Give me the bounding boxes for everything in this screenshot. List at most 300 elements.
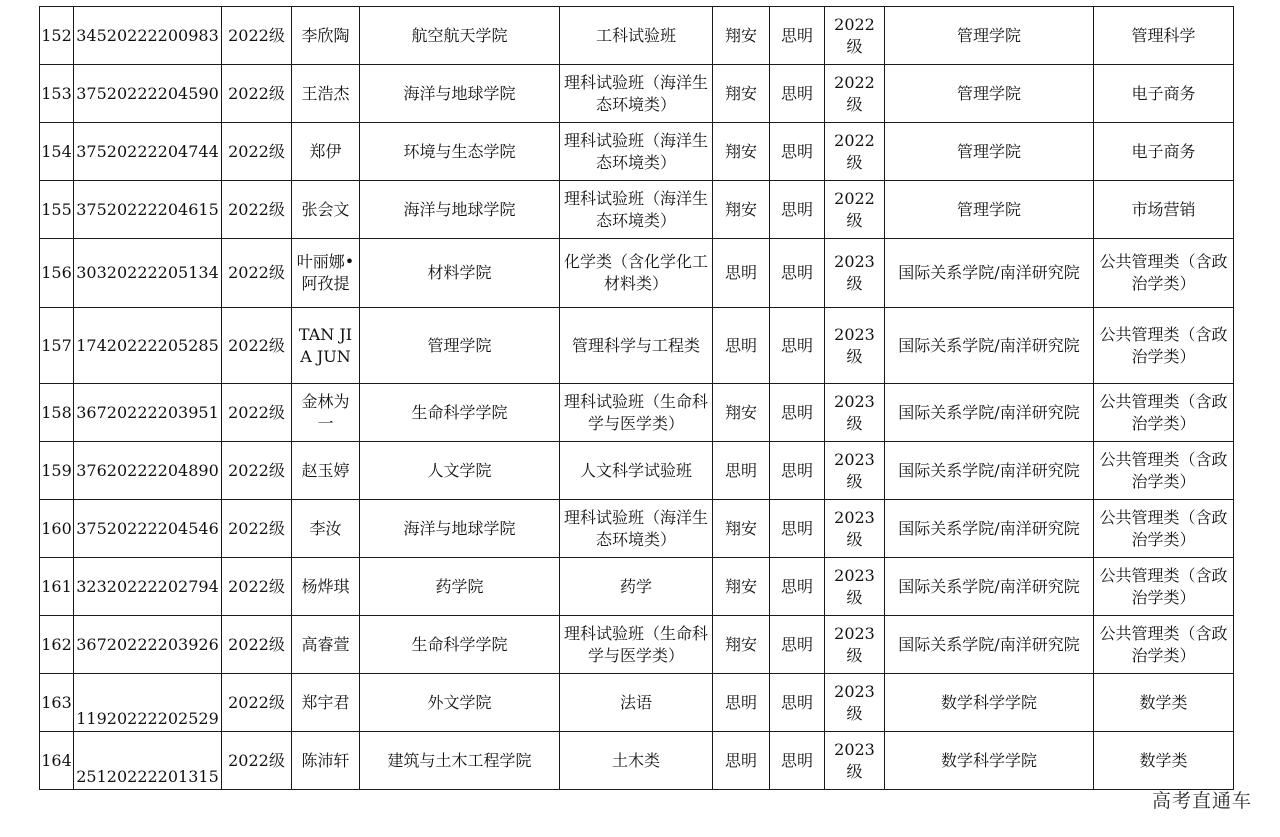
new-grade-cell xyxy=(825,7,885,65)
college-text: 生命科学学院 xyxy=(411,402,508,422)
new-college-cell xyxy=(885,123,1094,181)
row-number-cell xyxy=(40,239,74,308)
new-college-cell xyxy=(885,181,1094,239)
new-major-text: 公共管理类（含政治学类） xyxy=(1099,565,1228,607)
campus-from-text: 思明 xyxy=(724,335,757,355)
college-cell xyxy=(360,239,560,308)
campus-from-cell xyxy=(713,732,770,790)
row-number-cell xyxy=(40,308,74,384)
student-id-cell xyxy=(74,674,222,732)
new-college-cell xyxy=(885,616,1094,674)
row-number-text: 157 xyxy=(41,335,72,355)
campus-from-text: 思明 xyxy=(724,692,757,712)
new-college-cell xyxy=(885,384,1094,442)
campus-to-cell xyxy=(770,7,825,65)
table-body xyxy=(40,7,1234,790)
new-college-text: 管理学院 xyxy=(956,199,1021,219)
student-id-cell xyxy=(74,616,222,674)
major-cell xyxy=(560,384,713,442)
campus-from-text: 翔安 xyxy=(724,141,757,161)
new-grade-cell xyxy=(825,500,885,558)
new-major-cell xyxy=(1094,732,1234,790)
student-id-text: 32320222202794 xyxy=(76,576,219,596)
college-text: 海洋与地球学院 xyxy=(403,518,516,538)
grade-text: 2022级 xyxy=(228,263,285,282)
student-name-text: 杨烨琪 xyxy=(301,576,350,596)
new-major-cell xyxy=(1094,181,1234,239)
student-name-cell xyxy=(292,65,360,123)
campus-to-cell xyxy=(770,123,825,181)
campus-from-cell xyxy=(713,308,770,384)
student-name-text: 高睿萱 xyxy=(301,634,350,654)
campus-from-cell xyxy=(713,442,770,500)
new-grade-cell xyxy=(825,442,885,500)
new-college-text: 国际关系学院/南洋研究院 xyxy=(898,402,1080,422)
campus-to-text: 思明 xyxy=(780,576,813,596)
student-name-text: 郑伊 xyxy=(309,141,342,161)
grade-cell xyxy=(222,239,292,308)
student-id-cell xyxy=(74,65,222,123)
grade-cell xyxy=(222,442,292,500)
campus-from-text: 翔安 xyxy=(724,199,757,219)
major-text: 理科试验班（生命科学与医学类） xyxy=(563,623,708,665)
new-college-text: 管理学院 xyxy=(956,141,1021,161)
campus-from-cell xyxy=(713,500,770,558)
campus-from-text: 思明 xyxy=(724,750,757,770)
college-cell xyxy=(360,442,560,500)
row-number-text: 160 xyxy=(41,518,72,538)
student-id-cell xyxy=(74,442,222,500)
campus-to-text: 思明 xyxy=(780,750,813,770)
student-name-cell xyxy=(292,674,360,732)
new-college-cell xyxy=(885,500,1094,558)
student-id-text: 37520222204590 xyxy=(76,83,219,103)
new-major-text: 管理科学 xyxy=(1131,25,1196,45)
student-id-text: 37520222204615 xyxy=(76,199,219,219)
student-name-cell xyxy=(292,500,360,558)
college-text: 人文学院 xyxy=(427,460,492,480)
row-number-text: 159 xyxy=(41,460,72,480)
major-cell xyxy=(560,674,713,732)
college-text: 管理学院 xyxy=(427,335,492,355)
row-number-text: 155 xyxy=(41,199,72,219)
new-grade-text: 2023级 xyxy=(834,681,875,723)
grade-text: 2022级 xyxy=(228,460,285,480)
new-grade-text: 2022级 xyxy=(834,14,875,56)
major-text: 理科试验班（生命科学与医学类） xyxy=(563,391,708,433)
campus-from-cell xyxy=(713,384,770,442)
grade-text: 2022级 xyxy=(228,518,285,538)
college-text: 航空航天学院 xyxy=(411,25,508,45)
student-name-cell xyxy=(292,181,360,239)
campus-to-cell xyxy=(770,384,825,442)
student-name-cell xyxy=(292,616,360,674)
new-grade-cell xyxy=(825,181,885,239)
new-grade-text: 2023级 xyxy=(834,252,875,293)
student-id-cell xyxy=(74,384,222,442)
college-cell xyxy=(360,674,560,732)
new-major-cell xyxy=(1094,239,1234,308)
college-text: 生命科学学院 xyxy=(411,634,508,654)
new-grade-text: 2023级 xyxy=(834,324,875,366)
major-text: 工科试验班 xyxy=(595,25,676,45)
college-cell xyxy=(360,500,560,558)
student-id-cell xyxy=(74,123,222,181)
new-college-cell xyxy=(885,65,1094,123)
new-college-cell xyxy=(885,308,1094,384)
major-text: 土木类 xyxy=(611,750,660,770)
new-college-text: 数学科学学院 xyxy=(940,692,1037,712)
college-text: 建筑与土木工程学院 xyxy=(387,750,532,770)
new-major-text: 公共管理类（含政治学类） xyxy=(1099,391,1228,433)
major-cell xyxy=(560,442,713,500)
college-cell xyxy=(360,732,560,790)
grade-text: 2022级 xyxy=(228,25,285,45)
campus-from-text: 思明 xyxy=(724,263,757,282)
campus-to-cell xyxy=(770,181,825,239)
new-college-cell xyxy=(885,442,1094,500)
campus-from-text: 思明 xyxy=(724,460,757,480)
grade-cell xyxy=(222,732,292,790)
table-row xyxy=(40,558,1234,616)
campus-to-cell xyxy=(770,616,825,674)
new-grade-cell xyxy=(825,558,885,616)
major-cell xyxy=(560,732,713,790)
new-college-text: 国际关系学院/南洋研究院 xyxy=(898,460,1080,480)
new-grade-text: 2023级 xyxy=(834,449,875,491)
student-id-text: 36720222203951 xyxy=(76,402,219,422)
student-name-text: TAN JIA JUN xyxy=(298,324,353,366)
student-name-text: 郑宇君 xyxy=(301,692,350,712)
campus-from-cell xyxy=(713,181,770,239)
campus-to-text: 思明 xyxy=(780,263,813,282)
grade-cell xyxy=(222,7,292,65)
campus-from-cell xyxy=(713,239,770,308)
table-row xyxy=(40,239,1234,308)
grade-cell xyxy=(222,674,292,732)
new-college-cell xyxy=(885,674,1094,732)
new-grade-text: 2023级 xyxy=(834,739,875,781)
major-cell xyxy=(560,616,713,674)
student-transfer-table xyxy=(39,6,1234,790)
new-grade-cell xyxy=(825,674,885,732)
new-grade-text: 2023级 xyxy=(834,507,875,549)
student-id-cell xyxy=(74,732,222,790)
row-number-cell xyxy=(40,181,74,239)
row-number-cell xyxy=(40,7,74,65)
row-number-cell xyxy=(40,500,74,558)
college-text: 海洋与地球学院 xyxy=(403,83,516,103)
grade-text: 2022级 xyxy=(228,199,285,219)
college-cell xyxy=(360,123,560,181)
grade-text: 2022级 xyxy=(228,402,285,422)
new-college-text: 国际关系学院/南洋研究院 xyxy=(898,263,1080,282)
new-college-text: 管理学院 xyxy=(956,83,1021,103)
new-major-cell xyxy=(1094,500,1234,558)
campus-to-cell xyxy=(770,732,825,790)
major-cell xyxy=(560,123,713,181)
campus-to-text: 思明 xyxy=(780,199,813,219)
new-college-text: 国际关系学院/南洋研究院 xyxy=(898,576,1080,596)
student-id-text: 34520222200983 xyxy=(76,25,219,45)
campus-to-cell xyxy=(770,442,825,500)
student-id-cell xyxy=(74,558,222,616)
major-text: 理科试验班（海洋生态环境类） xyxy=(563,72,708,114)
watermark-text: 高考直通车 xyxy=(1151,790,1252,812)
student-name-text: 李汝 xyxy=(309,518,342,538)
grade-text: 2022级 xyxy=(228,141,285,161)
student-id-text: 30320222205134 xyxy=(76,263,219,282)
student-id-text: 11920222202529 xyxy=(76,709,219,728)
grade-text: 2022级 xyxy=(228,576,285,596)
student-name-cell xyxy=(292,7,360,65)
campus-to-cell xyxy=(770,558,825,616)
campus-from-text: 翔安 xyxy=(724,25,757,45)
college-text: 材料学院 xyxy=(427,263,492,282)
campus-from-text: 翔安 xyxy=(724,83,757,103)
row-number-text: 162 xyxy=(41,634,72,654)
new-college-cell xyxy=(885,7,1094,65)
student-id-cell xyxy=(74,239,222,308)
table-row xyxy=(40,442,1234,500)
college-cell xyxy=(360,558,560,616)
college-cell xyxy=(360,308,560,384)
new-college-text: 数学科学学院 xyxy=(940,750,1037,770)
campus-from-cell xyxy=(713,7,770,65)
campus-to-text: 思明 xyxy=(780,460,813,480)
major-cell xyxy=(560,308,713,384)
student-id-cell xyxy=(74,500,222,558)
new-major-text: 公共管理类（含政治学类） xyxy=(1099,623,1228,665)
grade-text: 2022级 xyxy=(228,750,285,770)
table-row xyxy=(40,123,1234,181)
student-id-text: 37520222204744 xyxy=(76,141,219,161)
row-number-cell xyxy=(40,442,74,500)
new-major-cell xyxy=(1094,616,1234,674)
new-major-cell xyxy=(1094,308,1234,384)
row-number-cell xyxy=(40,616,74,674)
grade-text: 2022级 xyxy=(228,83,285,103)
grade-text: 2022级 xyxy=(228,634,285,654)
new-grade-cell xyxy=(825,308,885,384)
new-major-text: 数学类 xyxy=(1139,750,1188,770)
student-id-text: 17420222205285 xyxy=(76,335,219,355)
college-cell xyxy=(360,181,560,239)
campus-to-text: 思明 xyxy=(780,25,813,45)
table-row xyxy=(40,384,1234,442)
student-name-cell xyxy=(292,384,360,442)
student-id-text: 37620222204890 xyxy=(76,460,219,480)
student-name-cell xyxy=(292,308,360,384)
college-cell xyxy=(360,7,560,65)
student-id-text: 37520222204546 xyxy=(76,518,219,538)
row-number-cell xyxy=(40,384,74,442)
grade-cell xyxy=(222,384,292,442)
row-number-cell xyxy=(40,65,74,123)
new-major-cell xyxy=(1094,65,1234,123)
new-major-text: 公共管理类（含政治学类） xyxy=(1099,324,1228,366)
campus-to-text: 思明 xyxy=(780,83,813,103)
table-row xyxy=(40,181,1234,239)
new-college-text: 国际关系学院/南洋研究院 xyxy=(898,518,1080,538)
new-grade-cell xyxy=(825,616,885,674)
new-grade-cell xyxy=(825,123,885,181)
college-text: 海洋与地球学院 xyxy=(403,199,516,219)
major-text: 理科试验班（海洋生态环境类） xyxy=(563,130,708,172)
major-cell xyxy=(560,65,713,123)
new-grade-cell xyxy=(825,65,885,123)
campus-to-text: 思明 xyxy=(780,141,813,161)
campus-to-text: 思明 xyxy=(780,634,813,654)
major-cell xyxy=(560,558,713,616)
major-cell xyxy=(560,500,713,558)
student-name-cell xyxy=(292,558,360,616)
student-name-text: 李欣陶 xyxy=(301,25,350,45)
row-number-cell xyxy=(40,674,74,732)
student-name-text: 叶丽娜•阿孜提 xyxy=(296,252,355,293)
student-id-cell xyxy=(74,181,222,239)
major-text: 化学类（含化学化工材料类） xyxy=(563,252,708,293)
grade-cell xyxy=(222,558,292,616)
campus-to-text: 思明 xyxy=(780,335,813,355)
student-id-text: 36720222203926 xyxy=(76,634,219,654)
student-name-text: 张会文 xyxy=(301,199,350,219)
grade-cell xyxy=(222,308,292,384)
row-number-text: 164 xyxy=(41,750,72,770)
grade-cell xyxy=(222,181,292,239)
new-major-text: 公共管理类（含政治学类） xyxy=(1099,252,1228,293)
new-grade-text: 2023级 xyxy=(834,391,875,433)
student-name-text: 王浩杰 xyxy=(301,83,350,103)
major-cell xyxy=(560,239,713,308)
new-college-cell xyxy=(885,558,1094,616)
major-text: 药学 xyxy=(619,576,652,596)
row-number-text: 153 xyxy=(41,83,72,103)
table-row xyxy=(40,65,1234,123)
row-number-text: 163 xyxy=(41,692,72,712)
new-grade-cell xyxy=(825,239,885,308)
campus-from-cell xyxy=(713,616,770,674)
new-major-text: 公共管理类（含政治学类） xyxy=(1099,449,1228,491)
campus-to-text: 思明 xyxy=(780,518,813,538)
major-text: 法语 xyxy=(619,692,652,712)
campus-to-cell xyxy=(770,500,825,558)
new-major-text: 公共管理类（含政治学类） xyxy=(1099,507,1228,549)
new-grade-text: 2023级 xyxy=(834,565,875,607)
student-name-cell xyxy=(292,239,360,308)
new-major-text: 电子商务 xyxy=(1131,83,1196,103)
student-name-cell xyxy=(292,123,360,181)
row-number-text: 158 xyxy=(41,402,72,422)
campus-to-text: 思明 xyxy=(780,402,813,422)
student-name-cell xyxy=(292,732,360,790)
major-cell xyxy=(560,7,713,65)
campus-to-cell xyxy=(770,308,825,384)
student-id-cell xyxy=(74,7,222,65)
table-row xyxy=(40,616,1234,674)
new-grade-text: 2023级 xyxy=(834,623,875,665)
new-major-cell xyxy=(1094,674,1234,732)
new-college-cell xyxy=(885,732,1094,790)
major-text: 理科试验班（海洋生态环境类） xyxy=(563,507,708,549)
row-number-text: 152 xyxy=(41,25,72,45)
grade-cell xyxy=(222,65,292,123)
new-grade-text: 2022级 xyxy=(834,188,875,230)
row-number-cell xyxy=(40,558,74,616)
new-major-text: 电子商务 xyxy=(1131,141,1196,161)
campus-from-cell xyxy=(713,674,770,732)
grade-cell xyxy=(222,616,292,674)
new-grade-text: 2022级 xyxy=(834,72,875,114)
student-name-text: 金林为一 xyxy=(301,391,350,433)
new-major-text: 数学类 xyxy=(1139,692,1188,712)
new-grade-cell xyxy=(825,732,885,790)
new-college-text: 管理学院 xyxy=(956,25,1021,45)
campus-from-cell xyxy=(713,123,770,181)
table-row xyxy=(40,500,1234,558)
grade-cell xyxy=(222,500,292,558)
college-cell xyxy=(360,384,560,442)
student-name-cell xyxy=(292,442,360,500)
college-cell xyxy=(360,65,560,123)
table-row xyxy=(40,674,1234,732)
campus-to-cell xyxy=(770,239,825,308)
new-major-cell xyxy=(1094,384,1234,442)
new-grade-cell xyxy=(825,384,885,442)
row-number-text: 156 xyxy=(41,263,72,282)
table-row xyxy=(40,308,1234,384)
campus-to-text: 思明 xyxy=(780,692,813,712)
new-college-text: 国际关系学院/南洋研究院 xyxy=(898,634,1080,654)
campus-from-text: 翔安 xyxy=(724,576,757,596)
campus-from-text: 翔安 xyxy=(724,402,757,422)
new-major-cell xyxy=(1094,7,1234,65)
grade-text: 2022级 xyxy=(228,692,285,712)
new-college-text: 国际关系学院/南洋研究院 xyxy=(898,335,1080,355)
campus-from-cell xyxy=(713,558,770,616)
student-name-text: 陈沛轩 xyxy=(301,750,350,770)
grade-cell xyxy=(222,123,292,181)
new-grade-text: 2022级 xyxy=(834,130,875,172)
campus-from-text: 翔安 xyxy=(724,518,757,538)
table-row xyxy=(40,732,1234,790)
new-major-cell xyxy=(1094,123,1234,181)
campus-from-cell xyxy=(713,65,770,123)
major-text: 理科试验班（海洋生态环境类） xyxy=(563,188,708,230)
row-number-text: 161 xyxy=(41,576,72,596)
campus-from-text: 翔安 xyxy=(724,634,757,654)
major-text: 人文科学试验班 xyxy=(579,460,692,480)
campus-to-cell xyxy=(770,674,825,732)
table-row xyxy=(40,7,1234,65)
student-name-text: 赵玉婷 xyxy=(301,460,350,480)
college-text: 外文学院 xyxy=(427,692,492,712)
new-college-cell xyxy=(885,239,1094,308)
row-number-text: 154 xyxy=(41,141,72,161)
major-cell xyxy=(560,181,713,239)
college-text: 环境与生态学院 xyxy=(403,141,516,161)
campus-to-cell xyxy=(770,65,825,123)
row-number-cell xyxy=(40,732,74,790)
new-major-cell xyxy=(1094,442,1234,500)
new-major-text: 市场营销 xyxy=(1131,199,1196,219)
student-id-text: 25120222201315 xyxy=(76,767,219,786)
grade-text: 2022级 xyxy=(228,335,285,355)
student-id-cell xyxy=(74,308,222,384)
new-major-cell xyxy=(1094,558,1234,616)
college-text: 药学院 xyxy=(435,576,484,596)
row-number-cell xyxy=(40,123,74,181)
